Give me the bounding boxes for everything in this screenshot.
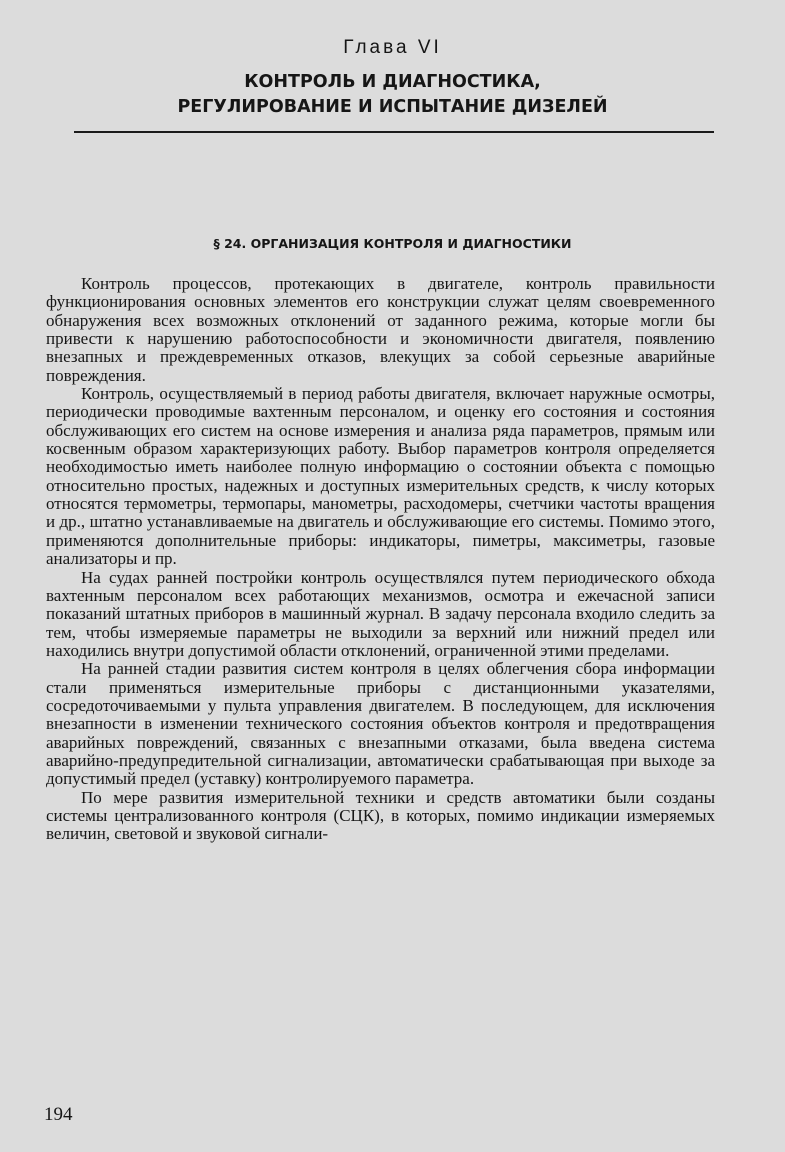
chapter-title-line-2: РЕГУЛИРОВАНИЕ И ИСПЫТАНИЕ ДИЗЕЛЕЙ <box>177 97 608 117</box>
paragraph-3: На судах ранней постройки контроль осуществлялся путем периодического обхода вахтенным персоналом всех работающих механизмов, осмотра и ежечасной записи показаний штатных приборов в машинный журнал. В задачу персонала входило следить за тем, чтобы измеряемые параметры не выходили за верхний или нижний предел или находились внутри допустимой области отклонений, ограниченной этими пределами. <box>46 567 715 660</box>
paragraph-4: На ранней стадии развития систем контроля в целях облегчения сбора информации стали применяться измерительные приборы с дистанционными указателями, сосредоточиваемыми у пульта управления двигателем. В последующем, для исключения внезапности в изменении технического состояния объектов контроля и предотвращения аварийных повреждений, связанных с внезапными отказами, была введена система аварийно-предупредительной сигнализации, автоматически срабатывающая при выходе за допустимый предел (уставку) контролируемого параметра. <box>46 659 715 789</box>
page-number: 194 <box>44 1104 73 1125</box>
paragraph-1: Контроль процессов, протекающих в двигателе, контроль правильности функционирования основных элементов его конструкции служат целям своевременного обнаружения всех возможных отклонений от заданного режима, которые могли бы привести к нарушению работоспособности и экономичности двигателя, появлению внезапных и преждевременных отказов, влекущих за собой серьезные аварийные повреждения. <box>46 274 715 385</box>
paragraph-2: Контроль, осуществляемый в период работы двигателя, включает наружные осмотры, периодически проводимые вахтенным персоналом, и оценку его состояния и состояния обслуживающих его систем на основе измерения и анализа ряда параметров, прямым или косвенным образом характеризующих работу. Выбор параметров контроля определяется необходимостью иметь наиболее полную информацию о состоянии объекта с помощью относительно простых, надежных и доступных измерительных средств, к числу которых относятся термометры, термопары, манометры, расходомеры, счетчики частоты вращения и др., штатно устанавливаемые на двигатель и обслуживающие его системы. Помимо этого, применяются дополнительные приборы: индикаторы, пиметры, максиметры, газовые анализаторы и пр. <box>46 384 715 569</box>
paragraph-5: По мере развития измерительной техники и средств автоматики были созданы системы централизованного контроля (СЦК), в которых, помимо индикации измеряемых величин, световой и звуковой сигнали- <box>46 787 715 844</box>
chapter-divider <box>74 131 714 133</box>
body-text <box>46 275 715 844</box>
chapter-title-line-1: КОНТРОЛЬ И ДИАГНОСТИКА, <box>244 72 541 92</box>
chapter-title <box>0 70 785 120</box>
section-title: § 24. ОРГАНИЗАЦИЯ КОНТРОЛЯ И ДИАГНОСТИКИ <box>213 236 572 251</box>
chapter-label: Глава VI <box>343 37 442 58</box>
